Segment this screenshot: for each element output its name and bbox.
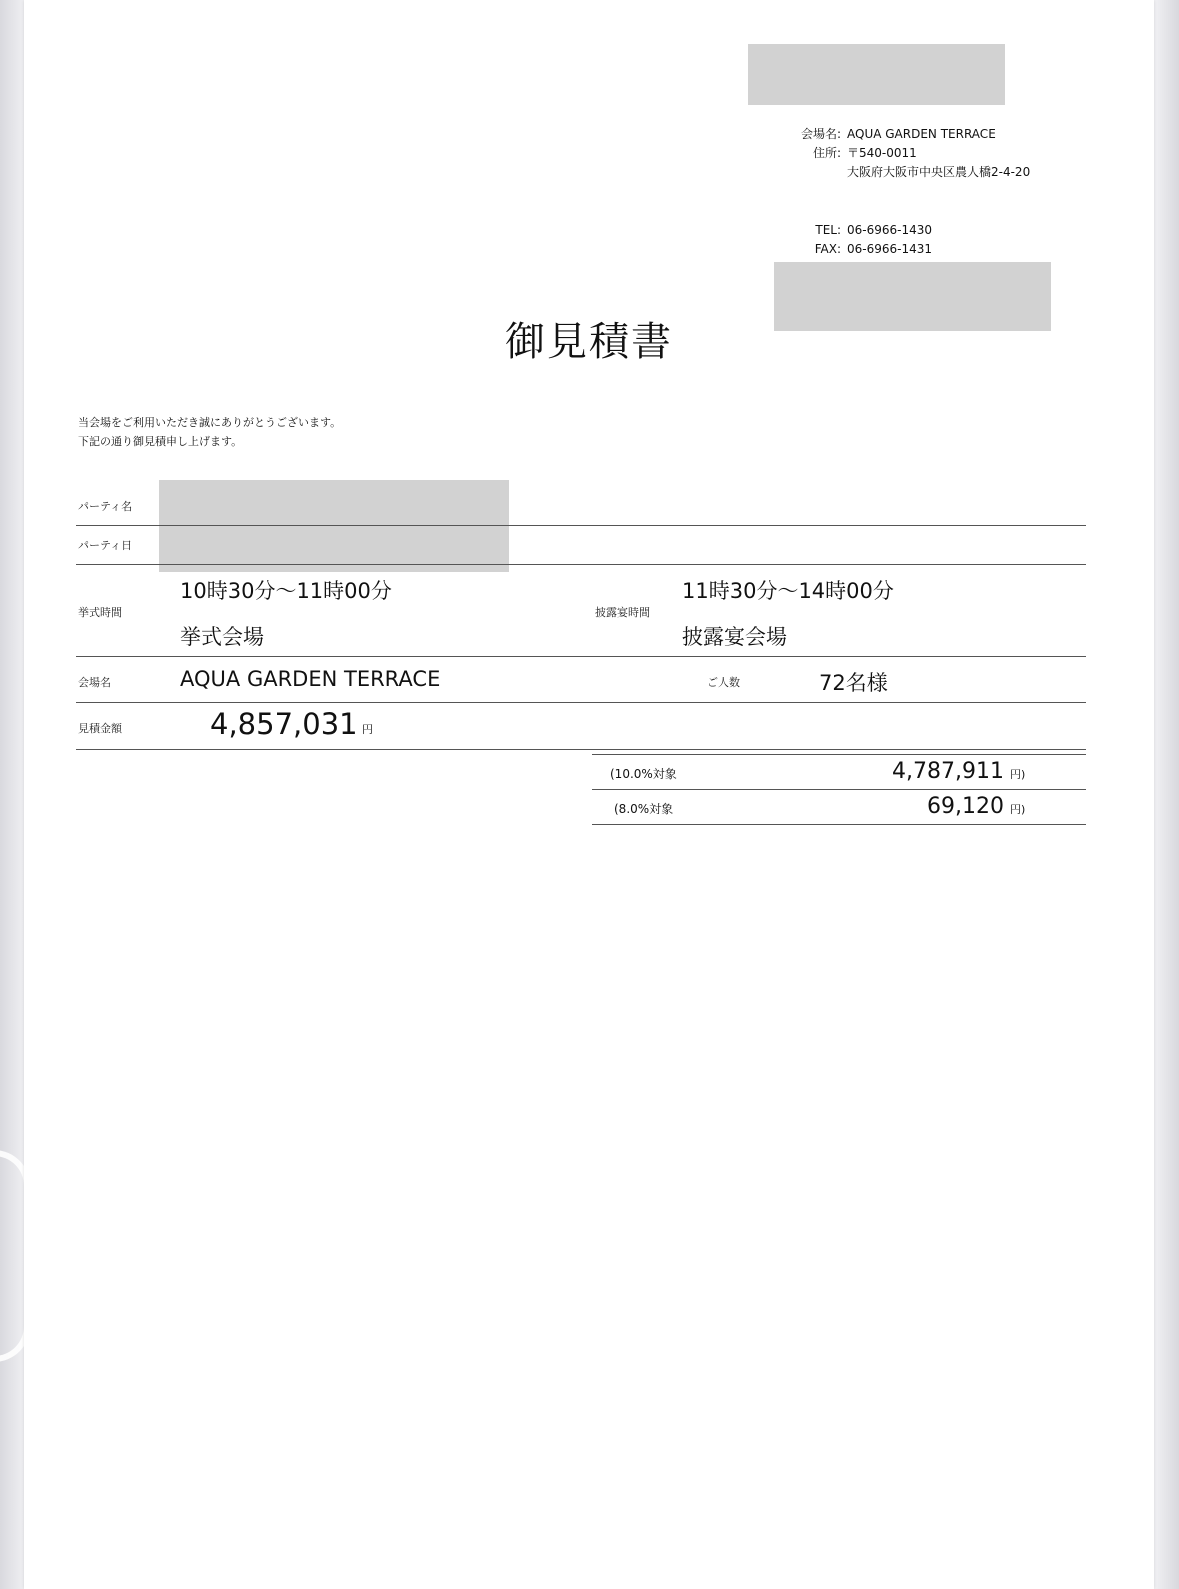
ceremony-venue-value: 挙式会場 <box>180 625 264 649</box>
venue-label: 会場名: <box>800 127 841 141</box>
guests-value: 72名様 <box>819 671 888 695</box>
ceremony-time-value: 10時30分〜11時00分 <box>180 579 392 603</box>
tax-8-unit: 円) <box>1010 803 1026 816</box>
reception-time-value: 11時30分〜14時00分 <box>682 579 894 603</box>
tax-10-label: (10.0%対象 <box>610 767 677 781</box>
divider-venue <box>76 702 1086 703</box>
party-name-label: パーティ名 <box>78 500 133 513</box>
tax-table-top-border <box>592 754 1086 755</box>
tax-10-unit: 円) <box>1010 768 1026 781</box>
venue-value: AQUA GARDEN TERRACE <box>847 127 996 141</box>
tax-10-value: 4,787,911 <box>892 759 1004 784</box>
divider-party-date <box>76 564 1086 565</box>
guests-label: ご人数 <box>707 676 740 689</box>
address-label: 住所: <box>812 146 841 160</box>
venue-name-label: 会場名 <box>78 676 111 689</box>
address-line: 大阪府大阪市中央区農人橋2-4-20 <box>847 165 1031 179</box>
party-date-label: パーティ日 <box>78 539 133 552</box>
estimate-document-page <box>24 0 1154 1589</box>
fax-value: 06-6966-1431 <box>847 242 933 256</box>
page-edge-right <box>1154 0 1179 1589</box>
redacted-party-info-block <box>159 480 509 572</box>
reception-venue-value: 披露宴会場 <box>682 625 787 649</box>
estimate-amount: 4,857,031 <box>210 707 358 741</box>
estimate-unit: 円 <box>362 723 373 736</box>
estimate-label: 見積金額 <box>78 722 122 735</box>
venue-name-value: AQUA GARDEN TERRACE <box>180 667 441 691</box>
intro-line-2: 下記の通り御見積申し上げます。 <box>78 435 243 448</box>
divider-times <box>76 656 1086 657</box>
divider-estimate <box>76 749 1086 750</box>
tax-8-label: (8.0%対象 <box>614 802 674 816</box>
reception-time-label: 披露宴時間 <box>595 606 650 619</box>
intro-line-1: 当会場をご利用いただき誠にありがとうございます。 <box>78 416 342 429</box>
postal-code: 〒540-0011 <box>847 146 917 160</box>
tax-table-middle-border <box>592 789 1086 790</box>
tax-table-bottom-border <box>592 824 1086 825</box>
divider-party-name <box>76 525 1086 526</box>
redacted-company-block <box>748 44 1005 105</box>
tel-value: 06-6966-1430 <box>847 223 933 237</box>
fax-label: FAX: <box>814 242 841 256</box>
document-title: 御見積書 <box>505 319 673 365</box>
ceremony-time-label: 挙式時間 <box>78 606 122 619</box>
tax-8-value: 69,120 <box>927 794 1004 819</box>
tel-label: TEL: <box>815 223 841 237</box>
